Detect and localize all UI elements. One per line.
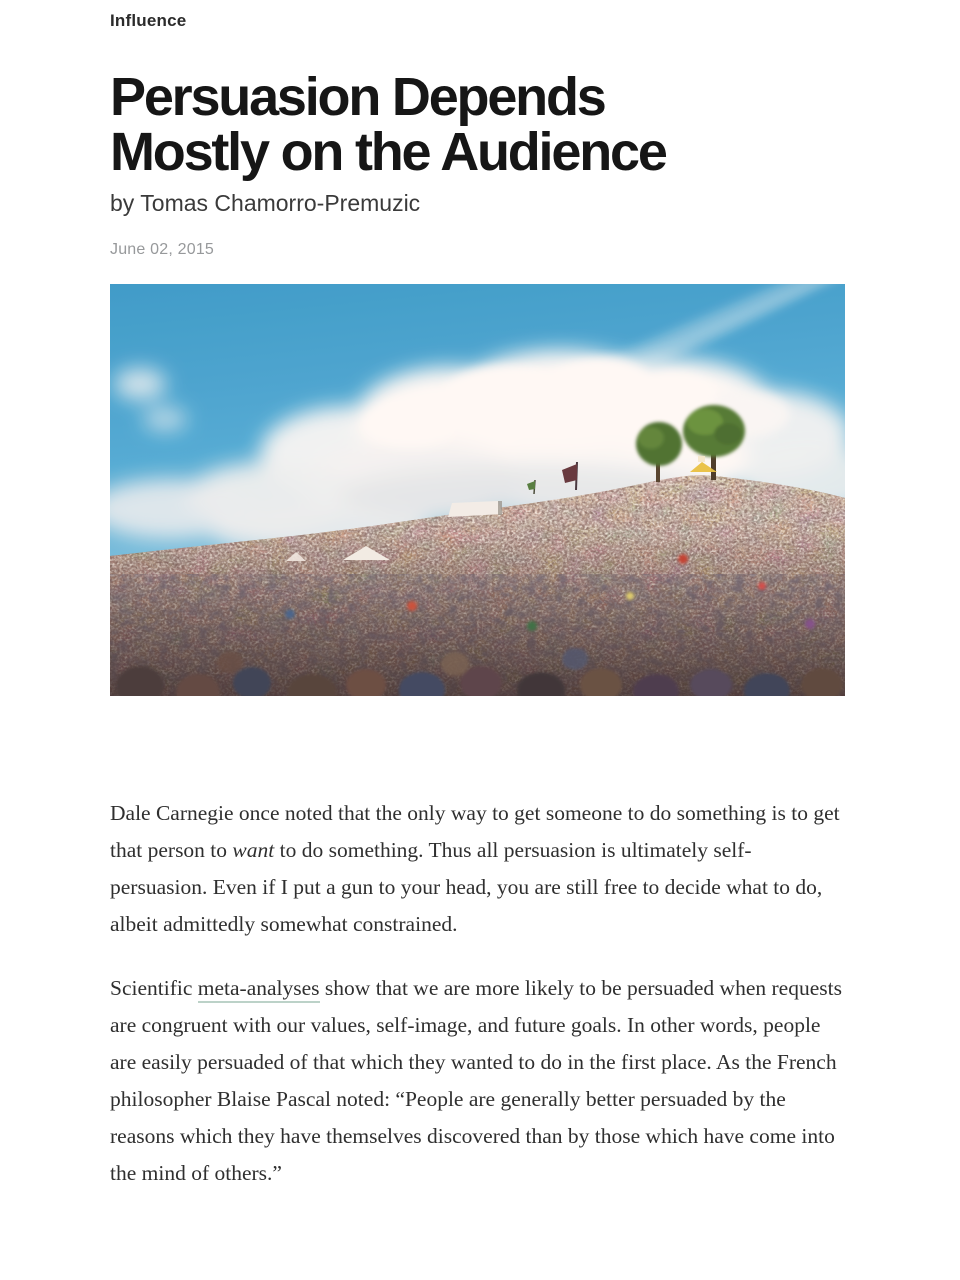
byline-prefix: by <box>110 190 141 216</box>
hero-image <box>110 284 845 696</box>
article-body <box>110 795 848 1192</box>
paragraph-1-emphasis: want <box>232 838 275 862</box>
publish-date: June 02, 2015 <box>110 241 215 258</box>
photo-filter-overlay-2 <box>110 284 845 696</box>
meta-analyses-link[interactable]: meta-analyses <box>198 976 320 1003</box>
paragraph-1-text-cont: to do something. Thus all persuasion is ultimately self-persuasion. Even if I put a gun to your head, you are still free to decide what to do, albeit admittedly somewhat constrained. <box>110 838 823 936</box>
paragraph-2 <box>110 970 848 1192</box>
byline <box>110 189 848 217</box>
category-link[interactable]: Influence <box>110 11 187 30</box>
paragraph-1-text: Dale Carnegie once noted that the only way to get someone to do something is to get that person to <box>110 801 840 862</box>
page-title <box>110 67 848 182</box>
author-name[interactable]: Tomas Chamorro-Premuzic <box>140 190 421 216</box>
title-line-2: Mostly on the Audience <box>110 122 666 182</box>
paragraph-2-text-cont: show that we are more likely to be persuaded when requests are congruent with our values, self-image, and future goals. In other words, people are easily persuaded of that which they wanted to do in the first place. As the French philosopher Blaise Pascal noted: “People are generally better persuaded by the reasons which they have themselves discovered than by those which have come into the mind of others.” <box>110 976 842 1185</box>
title-line-1: Persuasion Depends <box>110 67 605 127</box>
crowd-hillside-illustration <box>110 284 845 696</box>
article-content <box>110 0 848 1192</box>
paragraph-2-text: Scientific <box>110 976 198 1000</box>
paragraph-1 <box>110 795 848 943</box>
